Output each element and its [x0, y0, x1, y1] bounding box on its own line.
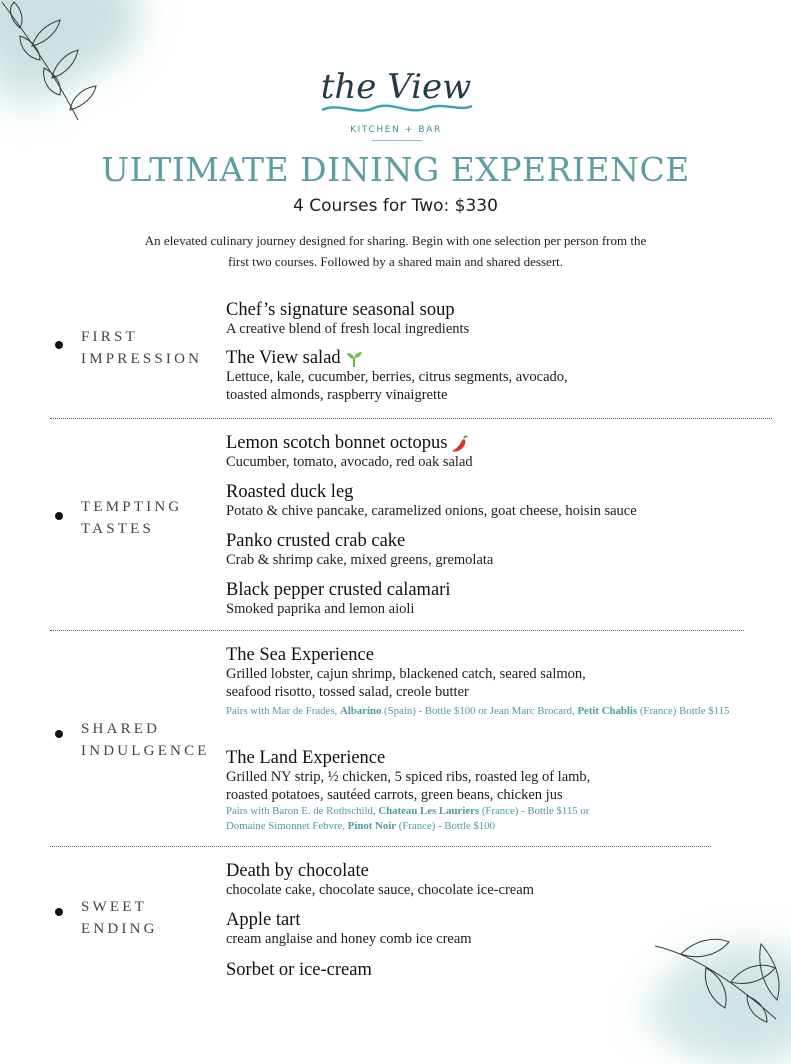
chili-pepper-icon: [451, 435, 469, 453]
dish-description: Cucumber, tomato, avocado, red oak salad: [226, 454, 473, 470]
section-bullet: [55, 908, 63, 916]
dish-description: cream anglaise and honey comb ice cream: [226, 931, 472, 947]
intro-line: An elevated culinary journey designed for sharing. Begin with one selection per person from the: [144, 233, 647, 248]
page-title: ULTIMATE DINING EXPERIENCE: [101, 150, 690, 189]
dish-description-line: Lettuce, kale, cucumber, berries, citrus segments, avocado,: [226, 369, 568, 385]
logo-subtitle: KITCHEN + BAR: [350, 125, 442, 135]
price-subtitle: 4 Courses for Two: $330: [293, 196, 498, 216]
dish-name: Chef’s signature seasonal soup: [226, 300, 455, 320]
dish-name: Death by chocolate: [226, 861, 369, 881]
dish-description-line: toasted almonds, raspberry vinaigrette: [226, 387, 448, 403]
dish-item: [226, 910, 766, 948]
dish-description-line: roasted potatoes, sautéed carrots, green beans, chicken jus: [226, 787, 563, 803]
dish-name: Roasted duck leg: [226, 482, 354, 502]
dish-description-line: Grilled NY strip, ½ chicken, 5 spiced ribs, roasted leg of lamb,: [226, 769, 591, 785]
dish-description: Crab & shrimp cake, mixed greens, gremolata: [226, 552, 494, 568]
intro-line: first two courses. Followed by a shared main and shared dessert.: [227, 254, 564, 269]
logo-underline: [372, 140, 422, 141]
dish-name: Black pepper crusted calamari: [226, 580, 451, 600]
section-label-sweet-ending: SWEET ENDING: [81, 899, 158, 937]
section-divider: [50, 418, 772, 419]
section-bullet: [55, 512, 63, 520]
dish-item: [226, 531, 766, 569]
dish-item: [226, 748, 766, 834]
dish-item: [226, 482, 766, 520]
dish-name: The View salad: [226, 348, 766, 368]
leaf-branch-icon-top-left: [0, 0, 120, 125]
section-label-first-impression: FIRST IMPRESSION: [81, 329, 203, 367]
section-bullet: [55, 341, 63, 349]
dish-description: chocolate cake, chocolate sauce, chocolate ice-cream: [226, 882, 534, 898]
wine-pairing-note: Pairs with Baron E. de Rothschild, Chateau Les Lauriers (France) - Bottle $115 or Domaine Simonnet Febvre, Pinot Noir (France) - Bottle $100: [226, 805, 590, 832]
dish-item: [226, 861, 766, 899]
dish-description-line: Grilled lobster, cajun shrimp, blackened catch, seared salmon,: [226, 666, 586, 682]
dish-name: Lemon scotch bonnet octopus: [226, 433, 766, 453]
dish-name: The Land Experience: [226, 748, 386, 768]
dish-description-line: seafood risotto, tossed salad, creole butter: [226, 684, 469, 700]
section-label-tempting-tastes: TEMPTING TASTES: [81, 499, 183, 537]
intro-text: [50, 230, 741, 272]
dish-name: Sorbet or ice-cream: [226, 960, 372, 980]
logo-script-text: the View: [320, 67, 472, 107]
dish-item: [226, 645, 766, 719]
section-divider: [50, 630, 744, 631]
dish-description: Smoked paprika and lemon aioli: [226, 601, 415, 617]
dish-description: Potato & chive pancake, caramelized onions, goat cheese, hoisin sauce: [226, 503, 637, 519]
brand-logo: [316, 56, 476, 144]
section-label-shared-indulgence: SHARED INDULGENCE: [81, 721, 210, 759]
dish-item: [226, 348, 766, 404]
logo-script: [316, 56, 476, 120]
seedling-icon: [345, 350, 363, 368]
dish-item: [226, 433, 766, 471]
section-divider: [50, 846, 711, 847]
dish-item: [226, 960, 766, 980]
wine-pairing-note: Pairs with Mar de Frades, Albarino (Spain) - Bottle $100 or Jean Marc Brocard, Petit Chablis (France) Bottle $115: [226, 705, 730, 717]
dish-name: The Sea Experience: [226, 645, 374, 665]
dish-item: [226, 300, 766, 338]
section-bullet: [55, 730, 63, 738]
dish-item: [226, 580, 766, 618]
dish-name: Apple tart: [226, 910, 301, 930]
dish-description: A creative blend of fresh local ingredients: [226, 321, 470, 337]
dish-name: Panko crusted crab cake: [226, 531, 406, 551]
